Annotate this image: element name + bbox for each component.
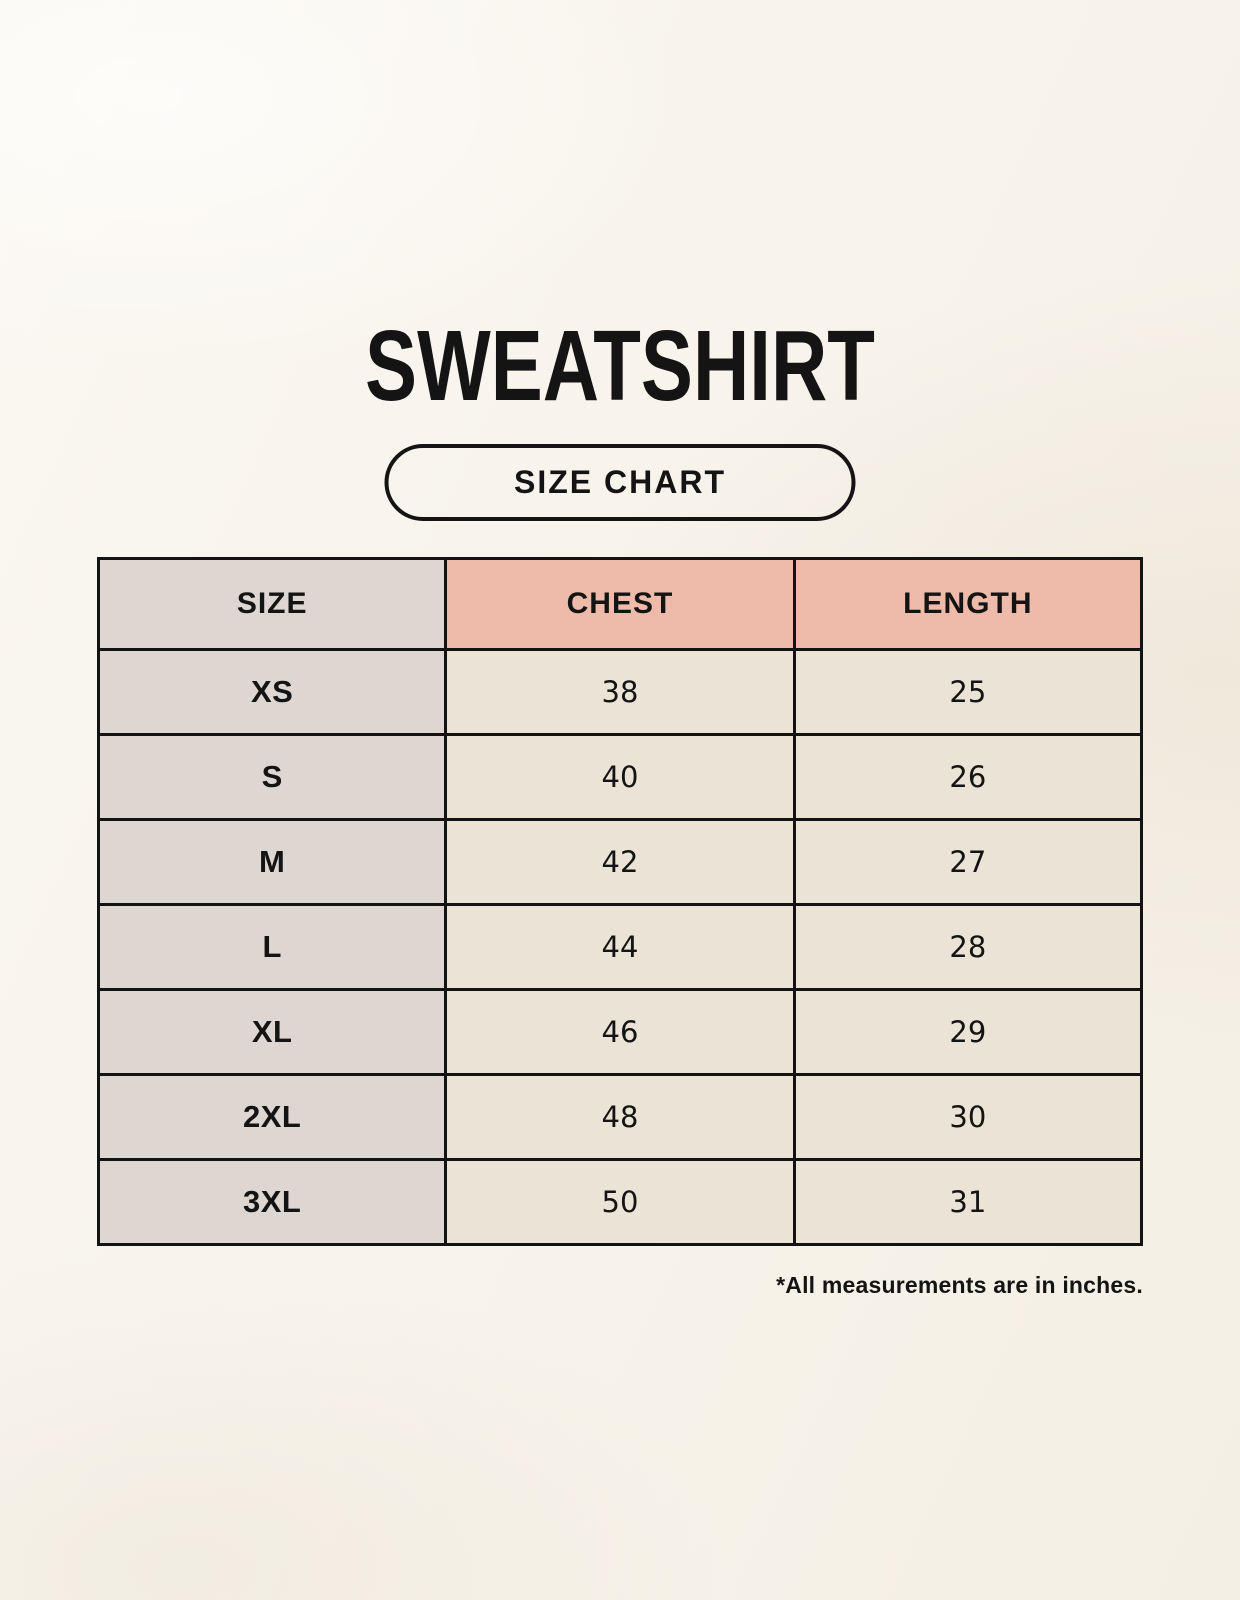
table-row [99,650,1142,735]
table-row [99,1075,1142,1160]
size-table [97,557,1143,1246]
column-header-length: LENGTH [794,559,1141,650]
size-table-container [97,557,1143,1246]
chest-value: 44 [446,905,794,990]
chest-value: 38 [446,650,794,735]
chest-value: 40 [446,735,794,820]
size-chart-badge[interactable] [385,444,856,521]
length-value: 31 [794,1160,1141,1245]
table-header-row [99,559,1142,650]
length-value: 30 [794,1075,1141,1160]
size-label: S [99,735,446,820]
column-header-chest: CHEST [446,559,794,650]
table-row [99,820,1142,905]
table-row [99,1160,1142,1245]
table-row [99,735,1142,820]
length-value: 25 [794,650,1141,735]
chest-value: 46 [446,990,794,1075]
length-value: 29 [794,990,1141,1075]
table-row [99,990,1142,1075]
chest-value: 42 [446,820,794,905]
table-row [99,905,1142,990]
length-value: 28 [794,905,1141,990]
size-label: 2XL [99,1075,446,1160]
size-label: L [99,905,446,990]
product-title: SWEATSHIRT [365,310,875,422]
chest-value: 50 [446,1160,794,1245]
size-label: M [99,820,446,905]
chest-value: 48 [446,1075,794,1160]
size-label: 3XL [99,1160,446,1245]
length-value: 27 [794,820,1141,905]
column-header-size: SIZE [99,559,446,650]
length-value: 26 [794,735,1141,820]
size-label: XL [99,990,446,1075]
measurements-footnote: *All measurements are in inches. [776,1272,1143,1298]
size-chart-badge-label: SIZE CHART [514,464,726,500]
size-label: XS [99,650,446,735]
